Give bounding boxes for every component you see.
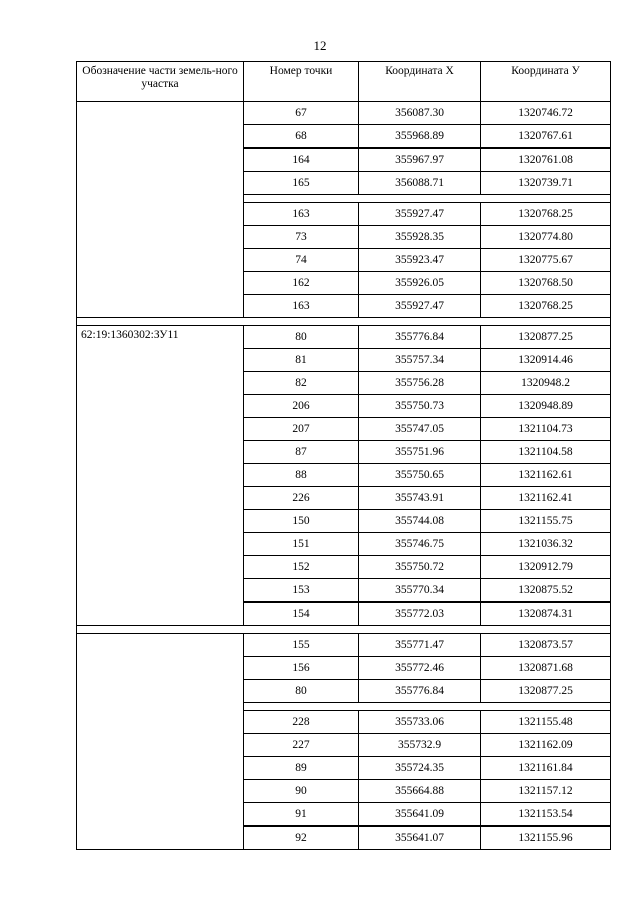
coordinate-x-cell: 355724.35	[359, 757, 481, 780]
coordinate-x-cell: 356088.71	[359, 172, 481, 195]
point-number-cell: 80	[244, 680, 359, 703]
coordinate-x-cell: 355744.08	[359, 510, 481, 533]
point-number-cell: 155	[244, 634, 359, 657]
coordinate-x-cell: 355771.47	[359, 634, 481, 657]
coordinate-y-cell: 1321162.09	[481, 734, 611, 757]
coordinate-x-cell: 355772.03	[359, 602, 481, 626]
coordinate-x-cell: 355750.73	[359, 395, 481, 418]
point-number-cell: 152	[244, 556, 359, 579]
coordinate-x-cell: 356087.30	[359, 102, 481, 125]
coordinate-y-cell: 1320912.79	[481, 556, 611, 579]
coordinate-y-cell: 1320874.31	[481, 602, 611, 626]
table-body	[77, 102, 611, 850]
point-number-cell: 68	[244, 125, 359, 149]
coordinate-y-cell: 1320871.68	[481, 657, 611, 680]
table-row	[77, 634, 611, 657]
coordinate-x-cell: 355770.34	[359, 579, 481, 603]
coordinate-y-cell: 1320768.50	[481, 272, 611, 295]
coordinate-y-cell: 1320767.61	[481, 125, 611, 149]
point-number-cell: 162	[244, 272, 359, 295]
coordinate-y-cell: 1320877.25	[481, 326, 611, 349]
coordinate-y-cell: 1320873.57	[481, 634, 611, 657]
coordinate-y-cell: 1321155.96	[481, 826, 611, 850]
coordinate-y-cell: 1321153.54	[481, 803, 611, 827]
point-number-cell: 92	[244, 826, 359, 850]
point-number-cell: 206	[244, 395, 359, 418]
coordinate-x-cell: 355732.9	[359, 734, 481, 757]
coordinate-x-cell: 355743.91	[359, 487, 481, 510]
table-row	[77, 326, 611, 349]
coordinate-y-cell: 1320875.52	[481, 579, 611, 603]
coordinate-x-cell: 355927.47	[359, 295, 481, 318]
separator-cell	[244, 703, 611, 711]
header-row	[77, 62, 611, 102]
coordinate-y-cell: 1320914.46	[481, 349, 611, 372]
group-separator-cell	[77, 626, 611, 634]
coordinate-y-cell: 1320877.25	[481, 680, 611, 703]
coordinate-x-cell: 355772.46	[359, 657, 481, 680]
coordinate-x-cell: 355757.34	[359, 349, 481, 372]
point-number-cell: 91	[244, 803, 359, 827]
point-number-cell: 153	[244, 579, 359, 603]
coordinate-x-cell: 355926.05	[359, 272, 481, 295]
table-row	[77, 102, 611, 125]
header-part: Обозначение части земель-ного участка	[77, 62, 244, 102]
point-number-cell: 88	[244, 464, 359, 487]
coordinate-x-cell: 355776.84	[359, 680, 481, 703]
coordinate-x-cell: 355928.35	[359, 226, 481, 249]
point-number-cell: 156	[244, 657, 359, 680]
coordinate-y-cell: 1321104.73	[481, 418, 611, 441]
header-coordinate-y: Координата У	[481, 62, 611, 102]
point-number-cell: 165	[244, 172, 359, 195]
coordinate-y-cell: 1321162.61	[481, 464, 611, 487]
point-number-cell: 163	[244, 295, 359, 318]
coordinate-x-cell: 355747.05	[359, 418, 481, 441]
coordinate-y-cell: 1320768.25	[481, 295, 611, 318]
coordinate-x-cell: 355927.47	[359, 203, 481, 226]
point-number-cell: 89	[244, 757, 359, 780]
point-number-cell: 150	[244, 510, 359, 533]
coordinate-x-cell: 355923.47	[359, 249, 481, 272]
coordinate-y-cell: 1321161.84	[481, 757, 611, 780]
separator-cell	[244, 195, 611, 203]
point-number-cell: 80	[244, 326, 359, 349]
point-number-cell: 154	[244, 602, 359, 626]
coordinate-y-cell: 1321036.32	[481, 533, 611, 556]
land-part-cell	[77, 102, 244, 318]
coordinate-x-cell: 355967.97	[359, 148, 481, 172]
coordinate-y-cell: 1321155.48	[481, 711, 611, 734]
point-number-cell: 90	[244, 780, 359, 803]
coordinate-x-cell: 355746.75	[359, 533, 481, 556]
coordinate-y-cell: 1321155.75	[481, 510, 611, 533]
coordinate-x-cell: 355968.89	[359, 125, 481, 149]
coordinate-y-cell: 1320948.2	[481, 372, 611, 395]
coordinate-x-cell: 355751.96	[359, 441, 481, 464]
coordinate-y-cell: 1320761.08	[481, 148, 611, 172]
coordinate-y-cell: 1320948.89	[481, 395, 611, 418]
point-number-cell: 87	[244, 441, 359, 464]
land-part-cell: 62:19:1360302:ЗУ11	[77, 326, 244, 626]
group-separator-row	[77, 318, 611, 326]
point-number-cell: 81	[244, 349, 359, 372]
coordinate-x-cell: 355776.84	[359, 326, 481, 349]
point-number-cell: 164	[244, 148, 359, 172]
coordinate-y-cell: 1320775.67	[481, 249, 611, 272]
header-point-number: Номер точки	[244, 62, 359, 102]
point-number-cell: 74	[244, 249, 359, 272]
coordinate-x-cell: 355664.88	[359, 780, 481, 803]
point-number-cell: 228	[244, 711, 359, 734]
land-part-cell	[77, 634, 244, 850]
point-number-cell: 82	[244, 372, 359, 395]
header-coordinate-x: Координата X	[359, 62, 481, 102]
point-number-cell: 67	[244, 102, 359, 125]
coordinate-y-cell: 1320739.71	[481, 172, 611, 195]
coordinate-x-cell: 355733.06	[359, 711, 481, 734]
coordinate-y-cell: 1321157.12	[481, 780, 611, 803]
point-number-cell: 226	[244, 487, 359, 510]
coordinate-x-cell: 355750.65	[359, 464, 481, 487]
coordinate-x-cell: 355750.72	[359, 556, 481, 579]
point-number-cell: 73	[244, 226, 359, 249]
coordinate-x-cell: 355641.07	[359, 826, 481, 850]
coordinate-y-cell: 1321162.41	[481, 487, 611, 510]
coordinate-y-cell: 1320746.72	[481, 102, 611, 125]
coordinate-y-cell: 1320768.25	[481, 203, 611, 226]
point-number-cell: 207	[244, 418, 359, 441]
point-number-cell: 151	[244, 533, 359, 556]
coordinate-x-cell: 355641.09	[359, 803, 481, 827]
page-number: 12	[313, 38, 327, 53]
point-number-cell: 163	[244, 203, 359, 226]
coordinate-x-cell: 355756.28	[359, 372, 481, 395]
coordinates-table	[76, 61, 611, 850]
group-separator-cell	[77, 318, 611, 326]
group-separator-row	[77, 626, 611, 634]
point-number-cell: 227	[244, 734, 359, 757]
coordinate-y-cell: 1321104.58	[481, 441, 611, 464]
coordinate-y-cell: 1320774.80	[481, 226, 611, 249]
